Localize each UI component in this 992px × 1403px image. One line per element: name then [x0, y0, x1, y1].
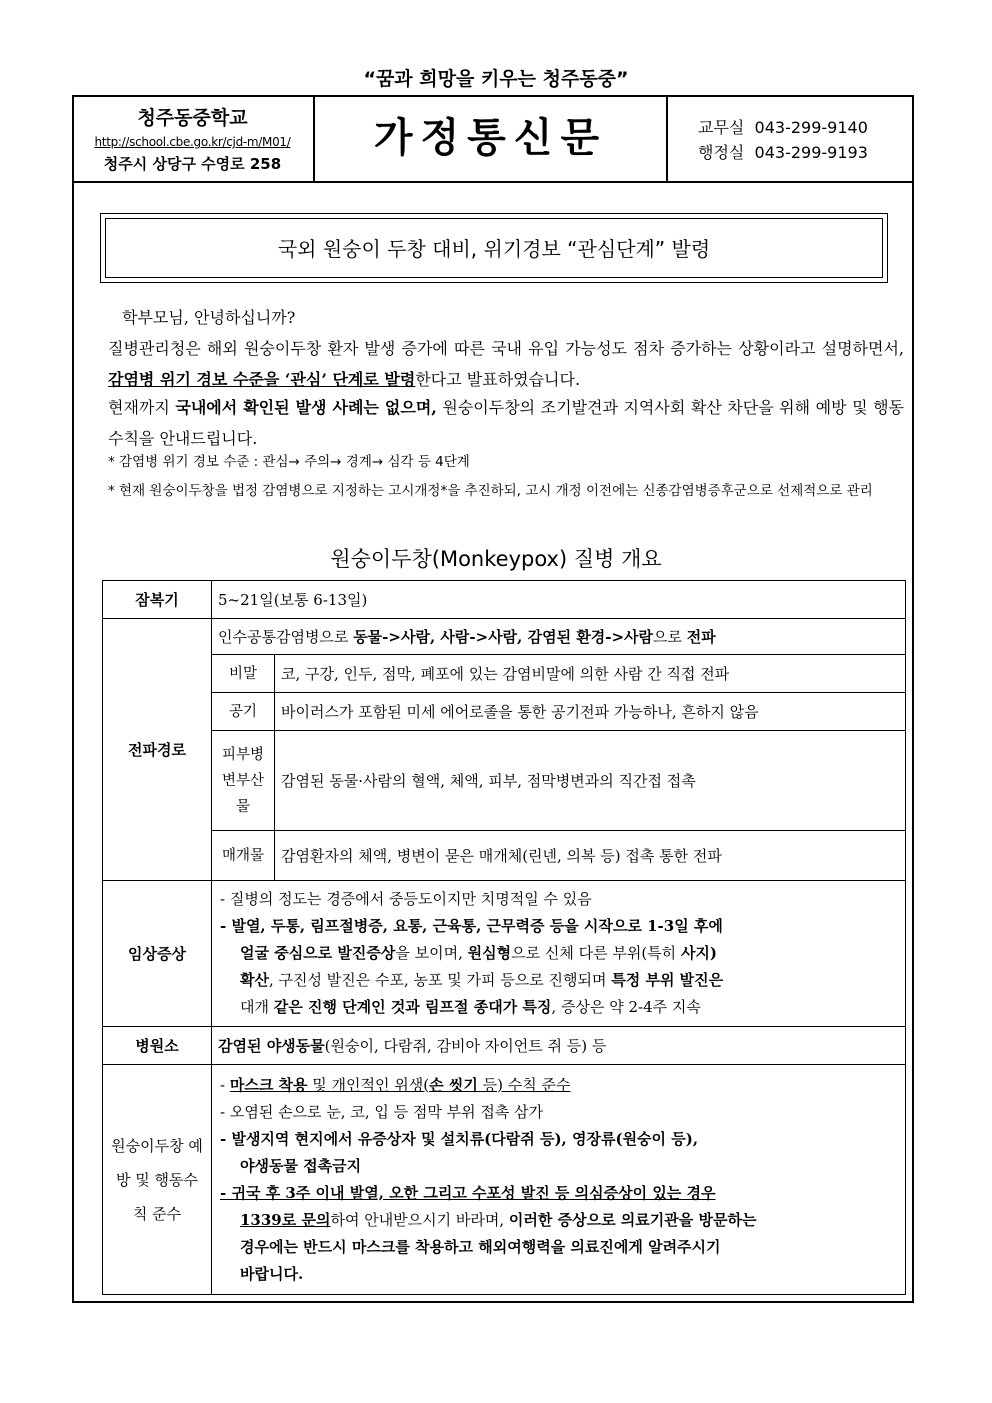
table-row — [103, 731, 906, 831]
text-run: 인수공통감염병으로 — [218, 628, 354, 646]
note-alert-levels: * 감염병 위기 경보 수준 : 관심→ 주의→ 경계→ 심각 등 4단계 — [108, 454, 470, 470]
text-run: 대개 — [240, 998, 274, 1016]
row-label-symptoms: 임상증상 — [103, 881, 212, 1027]
symptom-line — [220, 967, 897, 994]
row-label-reservoir: 병원소 — [103, 1027, 212, 1065]
slogan: “꿈과 희망을 키우는 청주동중” — [363, 68, 629, 90]
symptom-line: - 질병의 정도는 경증에서 중등도이지만 치명적일 수 있음 — [220, 890, 592, 908]
route-value: 감염된 동물·사람의 혈액, 체액, 피부, 점막병변과의 직간접 접촉 — [275, 731, 906, 831]
prevention-line: 바랍니다. — [240, 1264, 304, 1283]
text-run: , 증상은 약 2-4주 지속 — [551, 998, 701, 1016]
table-row — [103, 619, 906, 655]
notice-title-box — [100, 213, 888, 283]
text-run: 등) 수칙 준수 — [477, 1075, 571, 1094]
prevention-line: - 발생지역 현지에서 유증상자 및 설치류(다람쥐 등), 영장류(원숭이 등), — [220, 1129, 699, 1148]
table-row — [103, 1065, 906, 1295]
symptom-line — [220, 994, 897, 1021]
text-run: (원숭이, 다람쥐, 감비아 자이언트 쥐 등) 등 — [324, 1037, 607, 1055]
text-run: 원숭이두창의 조기발견과 지역사회 확산 차단을 위해 예방 및 행동수칙을 안내드립니다. — [108, 398, 904, 448]
text-run: 으로 신체 다른 부위(특히 — [511, 944, 681, 962]
school-url-link[interactable]: http://school.cbe.go.kr/cjd-m/M01/ — [94, 135, 291, 149]
route-label: 공기 — [212, 693, 275, 731]
table-row — [103, 693, 906, 731]
table-row — [103, 581, 906, 619]
emphasis-text: 마스크 착용 — [229, 1075, 308, 1094]
contact-row — [698, 140, 868, 165]
emphasis-text: 원심형 — [467, 944, 512, 962]
document-title: 가정통신문 — [315, 95, 668, 181]
text-run: 질병관리청은 해외 원숭이두창 환자 발생 증가에 따른 국내 유입 가능성도 점차 증가하는 상황이라고 설명하면서, — [108, 339, 904, 358]
prevention-line: - 귀국 후 3주 이내 발열, 오한 그리고 수포성 발진 등 의심증상이 있는 경우 — [220, 1183, 716, 1202]
contact-row — [698, 115, 868, 140]
school-info — [72, 95, 315, 181]
text-run: 한다고 발표하였습니다. — [415, 370, 581, 389]
emphasis-text: 특정 부위 발진은 — [611, 971, 724, 989]
contact-phone: 043-299-9193 — [754, 143, 868, 162]
emphasis-text: 감염병 위기 경보 수준을 ‘관심’ 단계로 발령 — [108, 370, 416, 389]
contact-phone: 043-299-9140 — [754, 118, 868, 137]
prevention-line: 야생동물 접촉금지 — [240, 1156, 362, 1175]
text-run: 하여 안내받으시기 바라며, — [330, 1210, 509, 1229]
emphasis-text: 감염된 야생동물 — [218, 1037, 325, 1055]
text-run: 을 보이며, — [395, 944, 468, 962]
route-value: 바이러스가 포함된 미세 에어로졸을 통한 공기전파 가능하나, 흔하지 않음 — [275, 693, 906, 731]
table-row — [103, 881, 906, 1027]
emphasis-text: 확산 — [240, 971, 269, 989]
contact-label: 교무실 — [698, 118, 745, 137]
prevention-line: - 오염된 손으로 눈, 코, 입 등 점막 부위 접촉 삼가 — [220, 1102, 544, 1121]
text-run: 및 개인적인 위생( — [307, 1075, 430, 1094]
note-legal-status: * 현재 원숭이두창을 법정 감염병으로 지정하는 고시개정*을 추진하되, 고시 개정 이전에는 신종감염병증후군으로 선제적으로 관리 — [108, 483, 873, 499]
emphasis-text: 얼굴 중심으로 발진증상 — [240, 944, 396, 962]
route-label: 피부병변부산물 — [212, 731, 275, 831]
route-label: 매개물 — [212, 831, 275, 881]
row-label-prevention: 원숭이두창 예방 및 행동수칙 준수 — [103, 1065, 212, 1295]
text-run: 으로 — [653, 628, 687, 646]
intro-paragraph-2 — [108, 392, 904, 454]
table-row — [103, 1027, 906, 1065]
transmission-summary — [212, 619, 906, 655]
table-row — [103, 831, 906, 881]
contact-label: 행정실 — [698, 143, 745, 162]
row-label-transmission: 전파경로 — [103, 619, 212, 881]
prevention-value — [212, 1065, 906, 1295]
letterhead — [72, 95, 914, 183]
prevention-line — [220, 1072, 897, 1099]
emphasis-text: 이러한 증상으로 의료기관을 방문하는 — [508, 1210, 757, 1229]
emphasis-text: 전파 — [686, 628, 716, 646]
table-row — [103, 655, 906, 693]
notice-title: 국외 원숭이 두창 대비, 위기경보 “관심단계” 발령 — [105, 218, 883, 278]
incubation-value: 5~21일(보통 6-13일) — [212, 581, 906, 619]
emphasis-text: 사지) — [680, 944, 718, 962]
school-name: 청주동중학교 — [137, 107, 248, 129]
school-address: 청주시 상당구 수영로 258 — [103, 155, 282, 173]
text-run: - — [220, 1075, 230, 1094]
symptoms-value — [212, 881, 906, 1027]
text-run: , 구진성 발진은 수포, 농포 및 가피 등으로 진행되며 — [268, 971, 612, 989]
prevention-line — [220, 1207, 897, 1234]
row-label-incubation: 잠복기 — [103, 581, 212, 619]
reservoir-value — [212, 1027, 906, 1065]
route-label: 비말 — [212, 655, 275, 693]
symptom-line: - 발열, 두통, 림프절병증, 요통, 근육통, 근무력증 등을 시작으로 1-3일 후에 — [220, 917, 723, 935]
symptom-line — [220, 940, 897, 967]
emphasis-text: 손 씻기 — [429, 1075, 478, 1094]
contact-info — [698, 115, 868, 165]
disease-overview-table — [102, 580, 906, 1295]
prevention-line: 경우에는 반드시 마스크를 착용하고 해외여행력을 의료진에게 알려주시기 — [240, 1237, 721, 1256]
emphasis-text: 같은 진행 단계인 것과 림프절 종대가 특징 — [273, 998, 552, 1016]
intro-paragraph-1 — [108, 333, 904, 395]
emphasis-text: 1339로 문의 — [240, 1210, 331, 1229]
text-run: 현재까지 — [108, 398, 176, 417]
emphasis-text: 국내에서 확인된 발생 사례는 없으며, — [175, 398, 437, 417]
route-value: 코, 구강, 인두, 점막, 폐포에 있는 감염비말에 의한 사람 간 직접 전파 — [275, 655, 906, 693]
overview-title: 원숭이두창(Monkeypox) 질병 개요 — [330, 547, 662, 571]
greeting: 학부모님, 안녕하십니까? — [122, 308, 296, 327]
emphasis-text: 동물->사람, 사람->사람, 감염된 환경->사람 — [353, 628, 654, 646]
route-value: 감염환자의 체액, 병변이 묻은 매개체(린넨, 의복 등) 접촉 통한 전파 — [275, 831, 906, 881]
